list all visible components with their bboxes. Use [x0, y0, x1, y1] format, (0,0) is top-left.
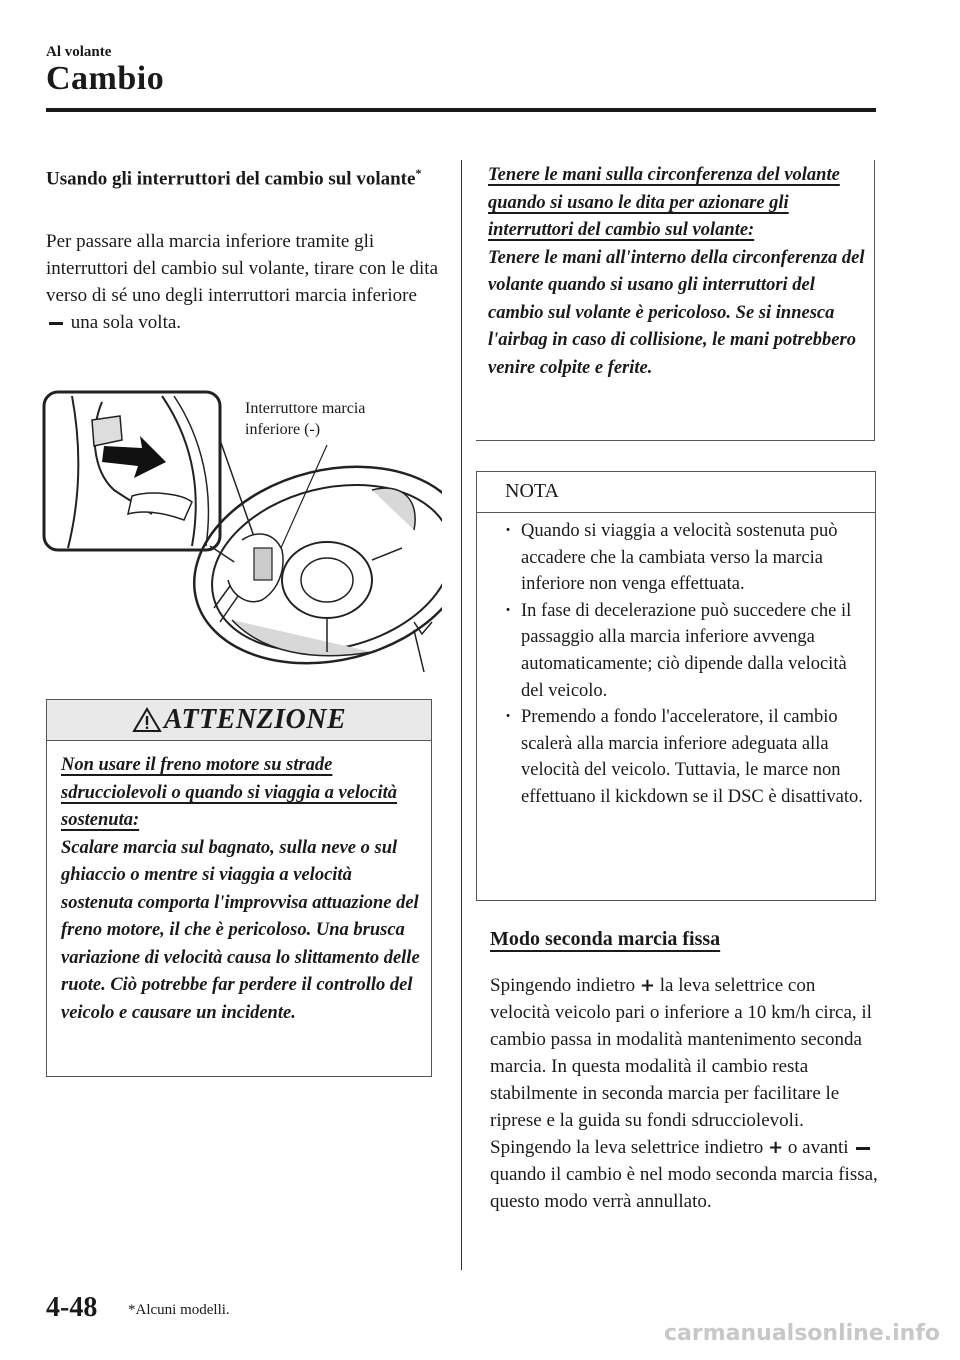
warning-text: Scalare marcia sul bagnato, sulla neve o sul ghiaccio o mentre si viaggia a velocità sostenuta comporta l'improvvisa attuazione del freno motore, il che è pericoloso. Una brusca variazione di velocità causa lo slittamento delle ruote. Ciò potrebbe far perdere il controllo del veicolo e causare un incidente. — [61, 837, 420, 1023]
warning-box — [46, 699, 432, 1077]
watermark: carmanualsonline.info — [664, 1321, 940, 1346]
section-heading — [46, 160, 441, 192]
intro-paragraph — [46, 228, 441, 336]
warning-continued-box — [476, 160, 875, 441]
warning-title: ATTENZIONE — [163, 704, 347, 735]
subsection-heading-text: Modo seconda marcia fissa — [490, 928, 721, 950]
minus-icon — [49, 322, 63, 325]
p1-text-b: la leva selettrice con velocità veicolo pari o inferiore a 10 km/h circa, il cambio passa in modalità mantenimento seconda marcia. In questa modalità il cambio resta stabilmente in seconda marcia per facilitare le riprese e la guida su fondi sdrucciolevoli. — [490, 975, 872, 1131]
warning-lead: Non usare il freno motore su strade sdrucciolevoli o quando si viaggia a velocità sostenuta: — [61, 755, 398, 830]
warning-continued-body — [488, 162, 868, 382]
warning-continued-lead: Tenere le mani sulla circonferenza del volante quando si usano le dita per azionare gli interruttori del cambio sul volante: — [488, 165, 840, 240]
section-label: Al volante — [46, 44, 112, 60]
p1-text-a: Spingendo indietro — [490, 975, 636, 996]
title-rule — [46, 108, 876, 112]
warning-header — [47, 700, 431, 741]
p2-text-b: o avanti — [787, 1137, 849, 1158]
section-heading-text: Usando gli interruttori del cambio sul volante — [46, 168, 416, 190]
warning-body — [61, 752, 421, 1027]
callout-line-1: Interruttore marcia — [245, 400, 366, 417]
note-title: NOTA — [505, 480, 559, 502]
note-item: · Premendo a fondo l'acceleratore, il cambio scalerà alla marcia inferiore adeguata alla velocità del veicolo. Tuttavia, le marce non effettuano il kickdown se il DSC è disattivato. — [499, 704, 869, 810]
footnote: *Alcuni modelli. — [128, 1302, 230, 1318]
warning-continued-text: Tenere le mani all'interno della circonferenza del volante quando si usano gli interruttori del cambio sul volante è pericoloso. Se si innesca l'airbag in caso di collisione, le mani potrebbero venire colpite e ferite. — [488, 247, 865, 378]
intro-text-a: Per passare alla marcia inferiore tramite gli interruttori del cambio sul volante, tirare con le dita verso di sé uno degli interruttori marcia inferiore — [46, 231, 439, 306]
footnote-marker: * — [415, 166, 422, 180]
column-divider — [461, 160, 462, 1270]
note-list — [499, 518, 869, 811]
plus-icon: + — [639, 975, 655, 996]
minus-icon — [856, 1147, 870, 1150]
page-number: 4-48 — [46, 1292, 98, 1323]
callout-line-2: inferiore (-) — [245, 421, 321, 438]
intro-text-b: una sola volta. — [70, 312, 182, 333]
page-title: Cambio — [46, 60, 165, 97]
p2-text-c: quando il cambio è nel modo seconda marcia fissa, questo modo verrà annullato. — [490, 1164, 878, 1212]
note-item: · In fase di decelerazione può succedere che il passaggio alla marcia inferiore avvenga automaticamente; ciò dipende dalla velocità del veicolo. — [499, 598, 869, 704]
note-item: · Quando si viaggia a velocità sostenuta può accadere che la cambiata verso la marcia inferiore non venga effettuata. — [499, 518, 869, 598]
warning-triangle-icon — [132, 707, 162, 733]
plus-icon: + — [768, 1137, 784, 1158]
second-gear-paragraph — [490, 972, 880, 1215]
figure-callout — [245, 398, 415, 440]
note-box — [476, 471, 876, 901]
note-header — [477, 472, 875, 513]
p2-text-a: Spingendo la leva selettrice indietro — [490, 1137, 764, 1158]
subsection-heading — [490, 928, 720, 951]
